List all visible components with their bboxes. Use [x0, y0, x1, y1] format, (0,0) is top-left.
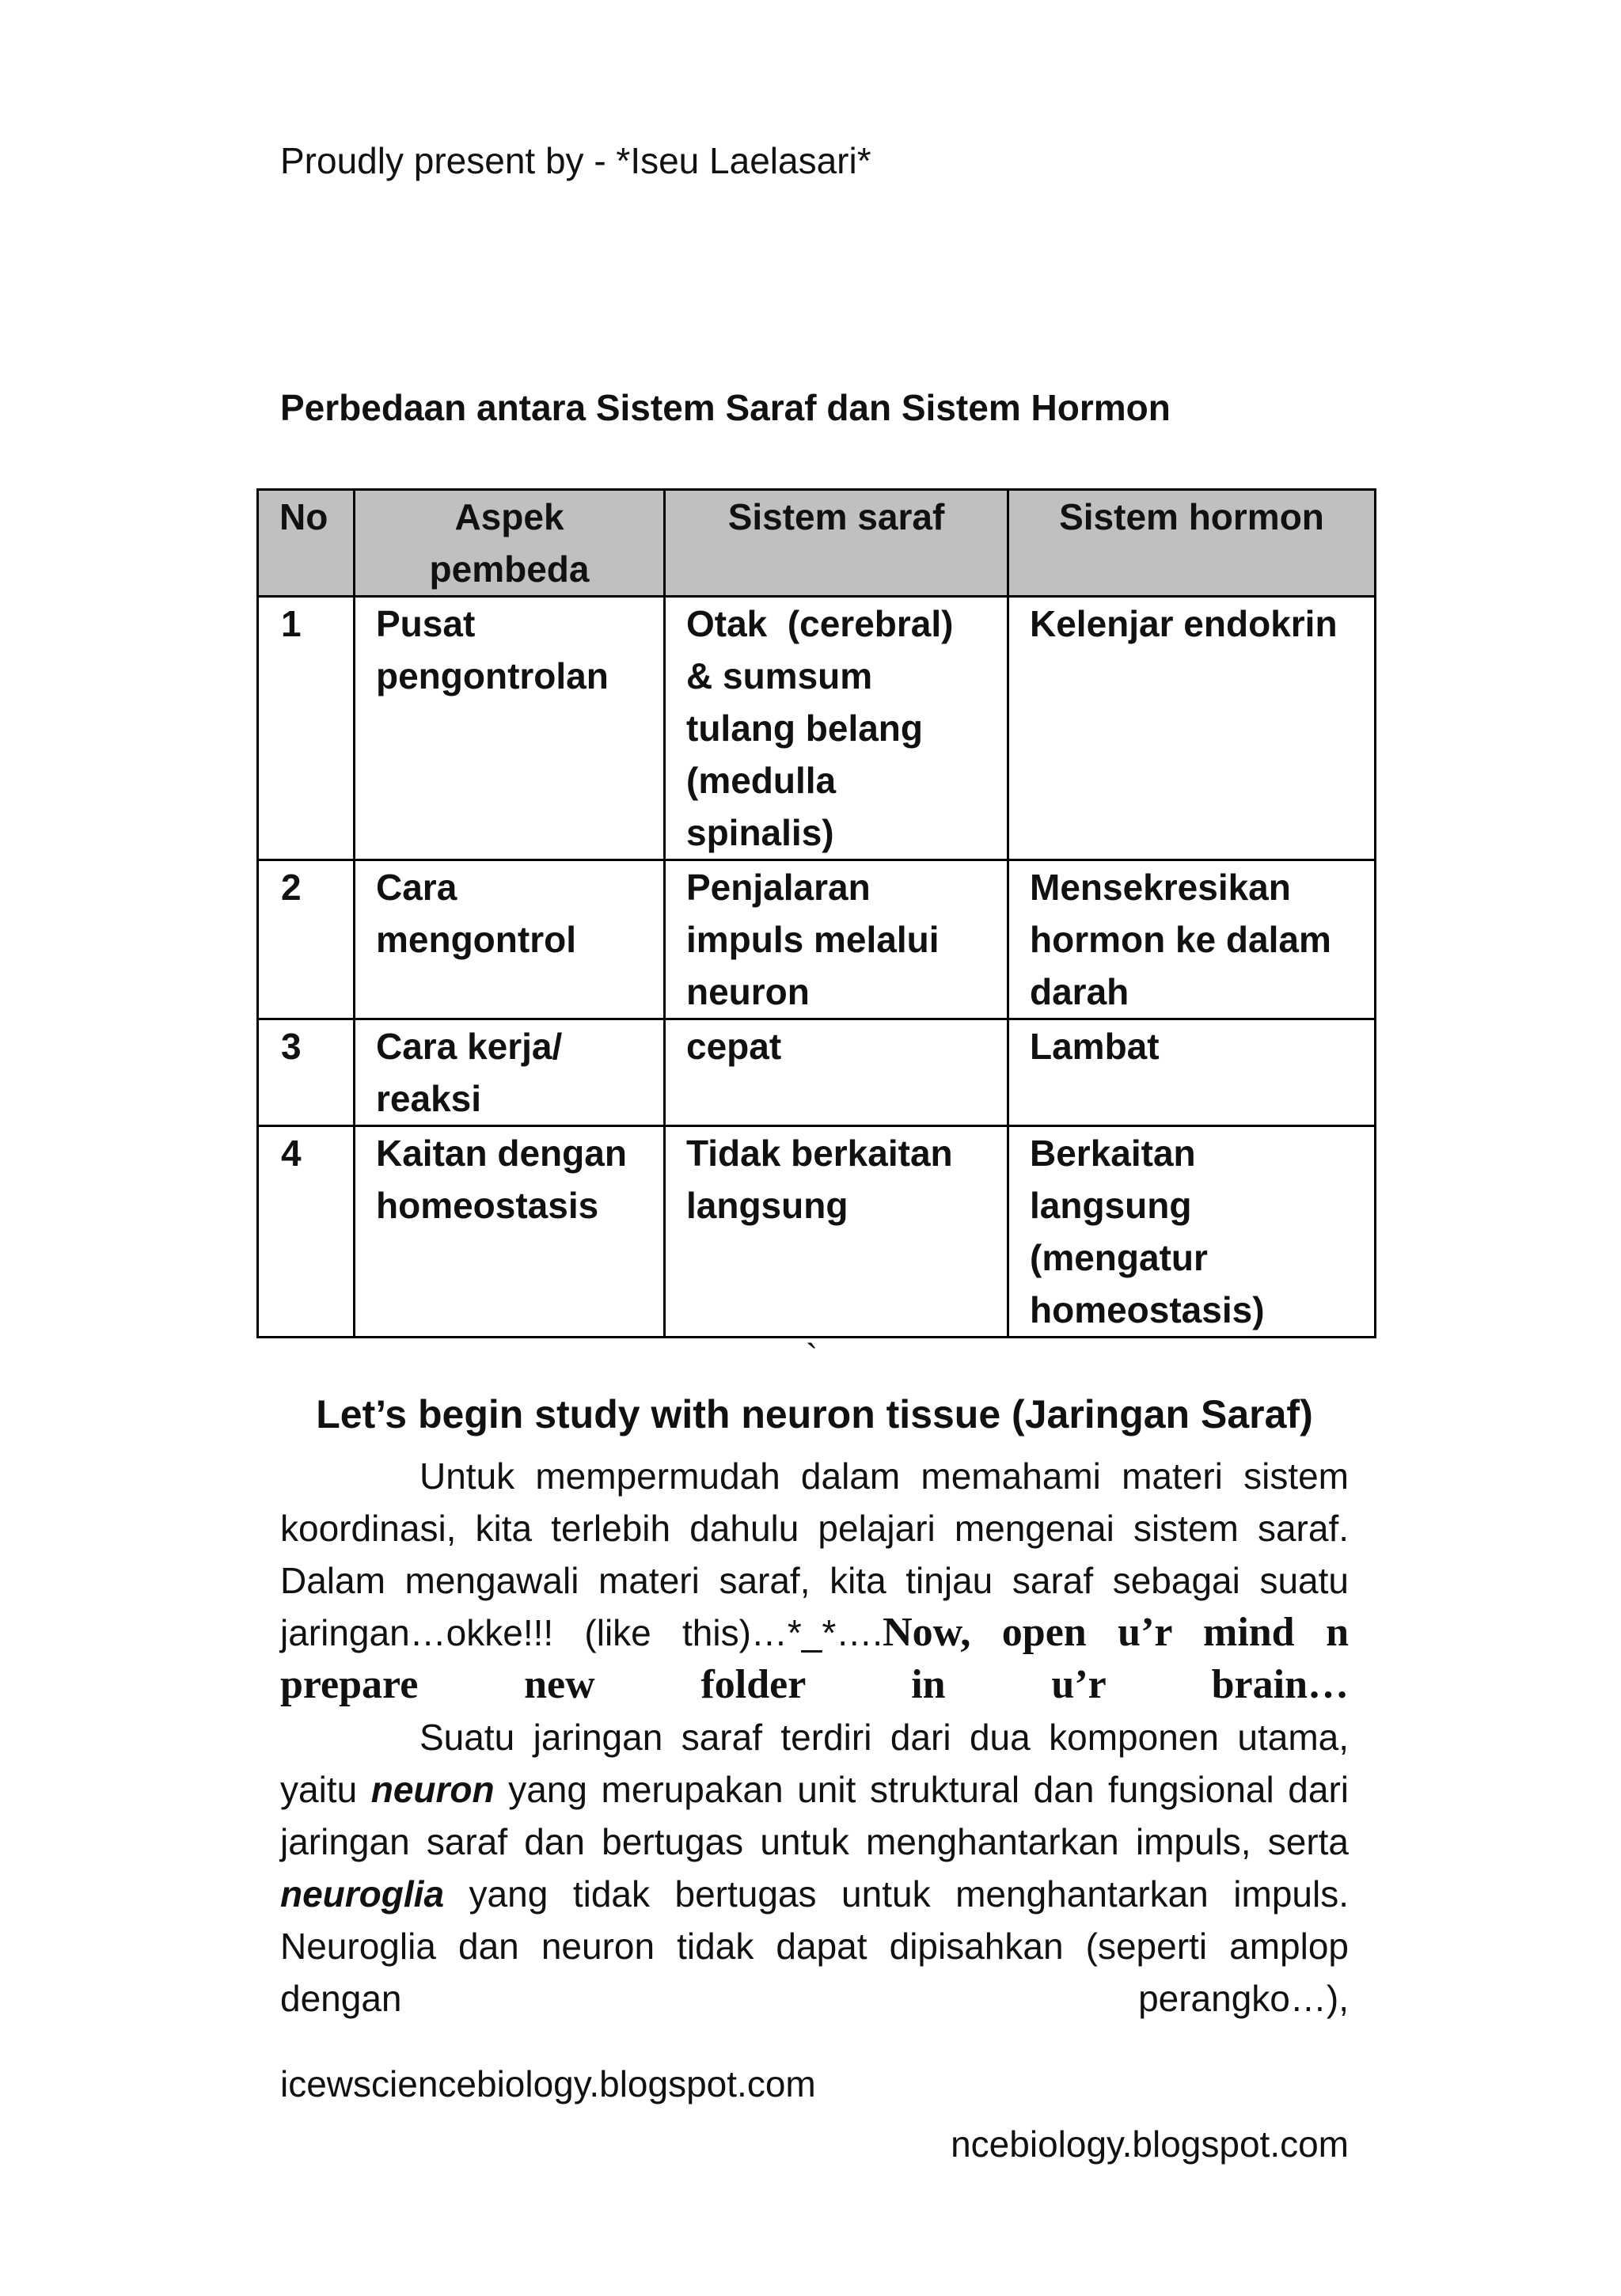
aspect-cell — [355, 1019, 665, 1126]
cell-line: langsung — [1030, 1185, 1192, 1226]
aspect-cell — [355, 1126, 665, 1338]
cell-line: reaksi — [376, 1078, 482, 1119]
cell-line: Cara kerja/ — [376, 1026, 563, 1067]
nerve-cell — [665, 597, 1008, 860]
column-header-aspect-line: pembeda — [429, 548, 590, 590]
row-number: 2 — [258, 860, 355, 1019]
table-row — [258, 1019, 1376, 1126]
row-number: 3 — [258, 1019, 355, 1126]
cell-line: Cara — [376, 867, 457, 908]
emphasis-text: Now, open u’r mind n prepare new folder in u’r brain… — [280, 1610, 1349, 1707]
stray-mark: ` — [806, 1337, 818, 1378]
hormone-cell — [1008, 1126, 1376, 1338]
column-header-aspect — [355, 490, 665, 597]
column-header-aspect-line: Aspek — [454, 496, 564, 537]
cell-line: tulang belang — [686, 708, 923, 749]
cell-line: homeostasis) — [1030, 1289, 1265, 1330]
cell-line: Kelenjar endokrin — [1030, 603, 1338, 644]
term-neuron: neuron — [370, 1769, 495, 1810]
cell-line: Tidak berkaitan — [686, 1133, 953, 1174]
aspect-cell — [355, 860, 665, 1019]
paragraph-text: Suatu jaringan saraf terdiri dari dua komponen utama, yaitu — [280, 1717, 1349, 1810]
cell-line: cepat — [686, 1026, 782, 1067]
table-header-row — [258, 490, 1376, 597]
row-number: 1 — [258, 597, 355, 860]
page-title: Perbedaan antara Sistem Saraf dan Sistem Hormon — [280, 387, 1171, 428]
cell-line: hormon ke dalam — [1030, 919, 1331, 960]
column-header-nerve-system: Sistem saraf — [665, 490, 1008, 597]
cell-line: Penjalaran — [686, 867, 871, 908]
cell-line: Mensekresikan — [1030, 867, 1291, 908]
cell-line: darah — [1030, 971, 1129, 1012]
aspect-cell — [355, 597, 665, 860]
cell-line: Kaitan dengan — [376, 1133, 627, 1174]
cell-line: (medulla — [686, 760, 837, 801]
cell-line: spinalis) — [686, 812, 834, 853]
hormone-cell — [1008, 597, 1376, 860]
comparison-table — [256, 488, 1376, 1338]
hormone-cell — [1008, 860, 1376, 1019]
cell-line: Pusat — [376, 603, 476, 644]
cell-line: homeostasis — [376, 1185, 599, 1226]
paragraph-text: yang merupakan unit struktural dan fungsional dari jaringan saraf dan bertugas untuk menghantarkan impuls, serta — [280, 1769, 1349, 1862]
column-header-no: No — [258, 490, 355, 597]
cell-line: pengontrolan — [376, 655, 609, 696]
row-number: 4 — [258, 1126, 355, 1338]
paragraph-text: Untuk mempermudah dalam memahami materi sistem koordinasi, kita terlebih dahulu pelajari mengenai sistem saraf. Dalam mengawali materi saraf, kita tinjau saraf sebagai suatu jaringan…okke!!! (like this)…*_*…. — [280, 1455, 1349, 1653]
table-row — [258, 860, 1376, 1019]
section-heading: Let’s begin study with neuron tissue (Jaringan Saraf) — [316, 1392, 1313, 1436]
nerve-cell — [665, 860, 1008, 1019]
paragraph-intro — [280, 1450, 1349, 1711]
column-header-hormone-system: Sistem hormon — [1008, 490, 1376, 597]
cell-line: impuls melalui — [686, 919, 940, 960]
nerve-cell — [665, 1126, 1008, 1338]
footer-blog-url-secondary: ncebiology.blogspot.com — [951, 2123, 1349, 2165]
cell-line: neuron — [686, 971, 810, 1012]
paragraph-neuron — [280, 1711, 1349, 2025]
table-row — [258, 1126, 1376, 1338]
cell-line: langsung — [686, 1185, 848, 1226]
cell-line: Berkaitan — [1030, 1133, 1196, 1174]
footer-blog-url: icewsciencebiology.blogspot.com — [280, 2063, 816, 2104]
table-row — [258, 597, 1376, 860]
paragraph-text: yang tidak bertugas untuk menghantarkan impuls. Neuroglia dan neuron tidak dapat dipisahkan (seperti amplop dengan perangko…), — [280, 1873, 1349, 2019]
nerve-cell — [665, 1019, 1008, 1126]
term-neuroglia: neuroglia — [280, 1873, 445, 1915]
hormone-cell — [1008, 1019, 1376, 1126]
cell-line: Otak (cerebral) — [686, 603, 954, 644]
author-credit: Proudly present by - *Iseu Laelasari* — [280, 140, 871, 181]
cell-line: (mengatur — [1030, 1237, 1208, 1278]
cell-line: mengontrol — [376, 919, 576, 960]
cell-line: Lambat — [1030, 1026, 1160, 1067]
cell-line: & sumsum — [686, 655, 873, 696]
